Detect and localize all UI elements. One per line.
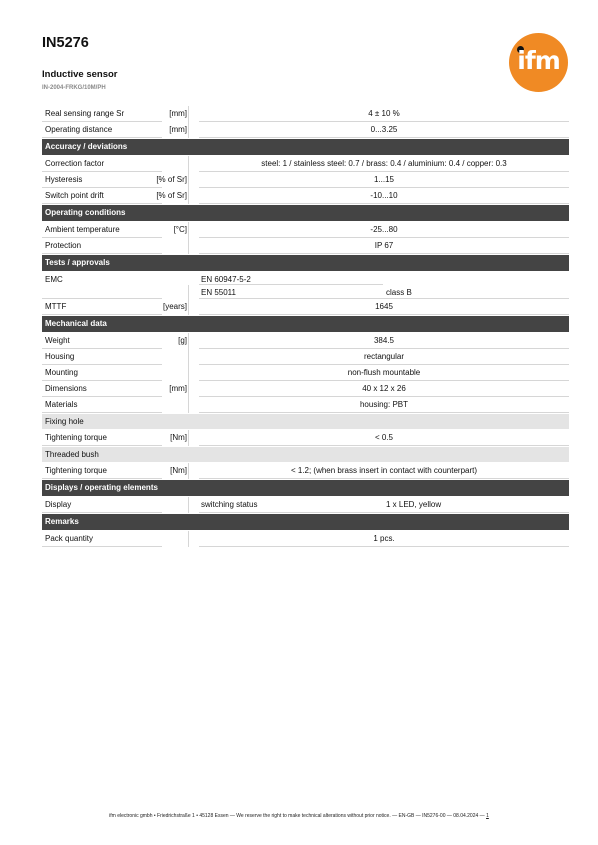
row-value: EN 55011 <box>201 288 236 297</box>
section-header-displays: Displays / operating elements <box>42 480 569 496</box>
row-label: Tightening torque <box>45 433 107 442</box>
table-row <box>42 272 569 285</box>
row-value: IP 67 <box>374 241 394 250</box>
table-row <box>42 381 569 397</box>
row-label: Protection <box>45 241 82 250</box>
article-code: IN-2004-FRKG/10M/PH <box>42 85 106 91</box>
product-subtitle: Inductive sensor <box>42 69 118 80</box>
row-value: 0...3.25 <box>370 125 398 134</box>
section-header-accuracy: Accuracy / deviations <box>42 139 569 155</box>
row-unit: [% of Sr] <box>156 175 187 184</box>
row-label: Ambient temperature <box>45 225 120 234</box>
row-value: 384.5 <box>373 336 395 345</box>
table-row <box>42 156 569 172</box>
row-label: MTTF <box>45 302 67 311</box>
row-label: Hysteresis <box>45 175 83 184</box>
row-value: steel: 1 / stainless steel: 0.7 / brass: 0.4 / aluminium: 0.4 / copper: 0.3 <box>261 159 507 168</box>
row-value: rectangular <box>363 352 405 361</box>
row-label: Correction factor <box>45 159 105 168</box>
row-label: Weight <box>45 336 70 345</box>
row-label: Pack quantity <box>45 534 94 543</box>
row-value: 4 ± 10 % <box>368 109 400 118</box>
row-unit: [mm] <box>169 109 187 118</box>
ifm-logo <box>509 33 568 92</box>
row-label: EMC <box>45 275 63 284</box>
table-row <box>42 299 569 315</box>
page-number-link[interactable]: 1 <box>486 813 489 819</box>
row-label: Operating distance <box>45 125 113 134</box>
row-value: EN 60947-5-2 <box>201 275 251 284</box>
table-row <box>42 365 569 381</box>
row-value: 1645 <box>375 302 393 311</box>
row-value: 1 pcs. <box>373 534 395 543</box>
row-label: Real sensing range Sr <box>45 109 125 118</box>
row-value: 40 x 12 x 26 <box>362 384 406 393</box>
row-unit: [g] <box>178 336 187 345</box>
table-row <box>42 497 569 513</box>
table-row <box>42 397 569 413</box>
table-row <box>42 430 569 446</box>
row-unit: [Nm] <box>170 466 187 475</box>
page-title: IN5276 <box>42 35 89 51</box>
row-label: Tightening torque <box>45 466 107 475</box>
row-value: < 1.2; (when brass insert in contact with counterpart) <box>290 466 478 475</box>
logo-text: ifm <box>517 46 560 75</box>
table-row <box>42 172 569 188</box>
subsection-fixing-hole: Fixing hole <box>42 414 569 429</box>
row-label: Dimensions <box>45 384 87 393</box>
row-label: Housing <box>45 352 75 361</box>
row-label: Materials <box>45 400 78 409</box>
table-row <box>42 333 569 349</box>
row-unit: [mm] <box>169 384 187 393</box>
table-row <box>42 285 569 299</box>
subsection-threaded-bush: Threaded bush <box>42 447 569 462</box>
row-value: non-flush mountable <box>347 368 421 377</box>
table-row <box>42 349 569 365</box>
table-row <box>42 222 569 238</box>
table-row <box>42 188 569 204</box>
row-value: 1 x LED, yellow <box>386 500 442 509</box>
row-value: class B <box>386 288 412 297</box>
row-value: switching status <box>201 500 258 509</box>
row-unit: [Nm] <box>170 433 187 442</box>
row-unit: [mm] <box>169 125 187 134</box>
table-row <box>42 122 569 138</box>
section-header-tests: Tests / approvals <box>42 255 569 271</box>
row-unit: [years] <box>162 302 187 311</box>
row-value: < 0.5 <box>374 433 393 442</box>
row-value: -25...80 <box>370 225 398 234</box>
section-header-operating-conditions: Operating conditions <box>42 205 569 221</box>
section-header-mechanical: Mechanical data <box>42 316 569 332</box>
table-row <box>42 106 569 122</box>
row-label: Mounting <box>45 368 78 377</box>
table-row <box>42 531 569 547</box>
row-value: 1...15 <box>373 175 394 184</box>
row-unit: [°C] <box>173 225 187 234</box>
section-header-remarks: Remarks <box>42 514 569 530</box>
row-value: housing: PBT <box>359 400 409 409</box>
footer-text: ifm electronic gmbh • Friedrichstraße 1 • 45128 Essen — We reserve the right to make technical alterations without prior notice. — EN-GB — IN5276-00 — 08.04.2024 — <box>109 813 485 819</box>
table-row <box>42 463 569 479</box>
row-label: Display <box>45 500 72 509</box>
row-label: Switch point drift <box>45 191 104 200</box>
row-value: -10...10 <box>370 191 398 200</box>
page-footer <box>0 813 598 819</box>
row-unit: [% of Sr] <box>156 191 187 200</box>
spec-table <box>42 106 569 547</box>
table-row <box>42 238 569 254</box>
